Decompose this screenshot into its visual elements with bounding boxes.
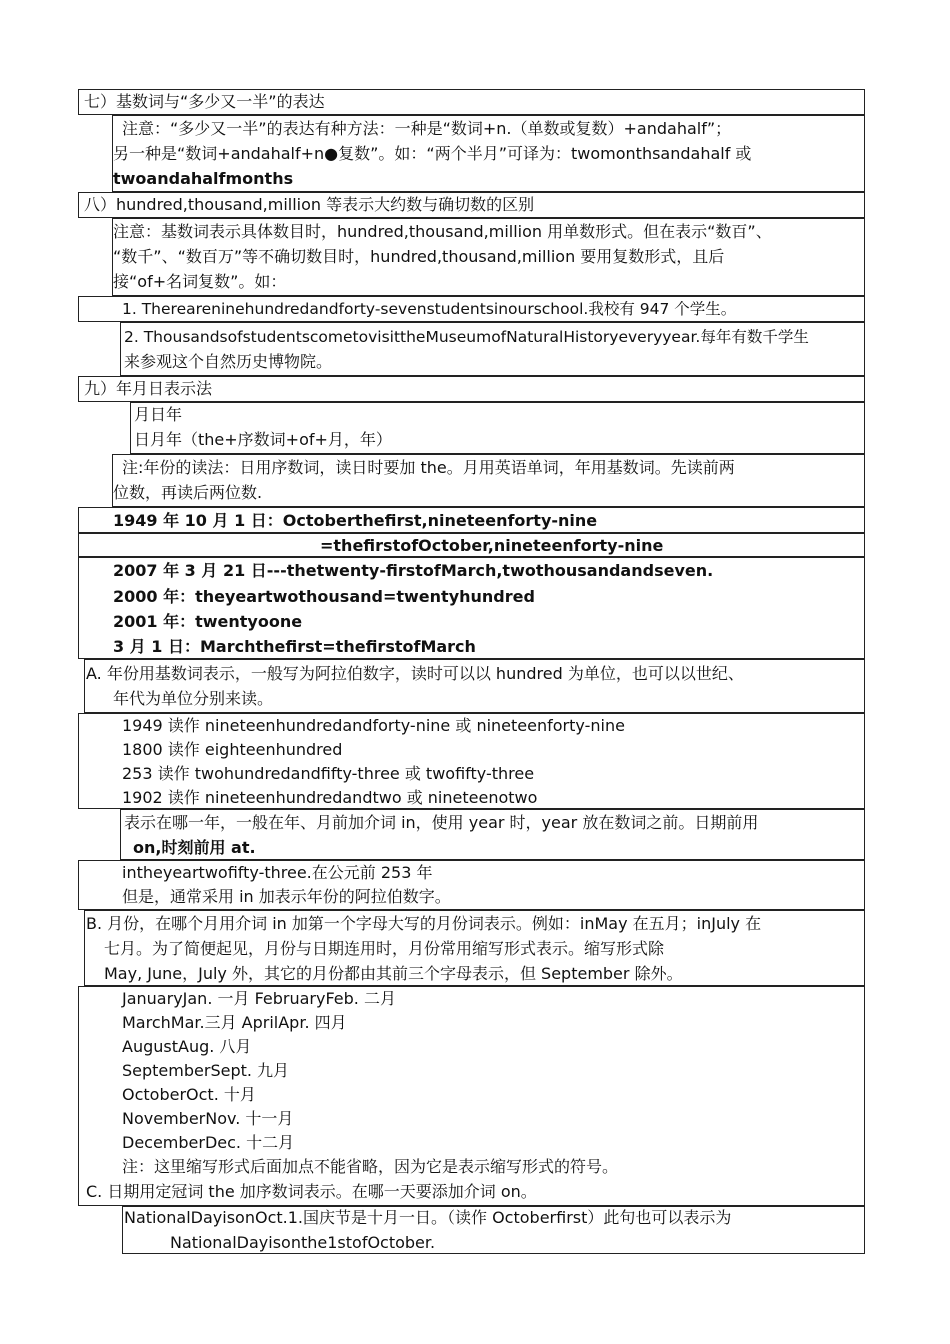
month-abbreviation: NovemberNov. 十一月: [122, 1109, 294, 1128]
point-a-line: A. 年份用基数词表示，一般写为阿拉伯数字，读时可以以 hundred 为单位，也可以以世纪、: [86, 664, 744, 683]
bc-example-line: 但是，通常采用 in 加表示年份的阿拉伯数字。: [122, 887, 451, 906]
month-abbreviation: JanuaryJan. 一月 FebruaryFeb. 二月: [122, 989, 396, 1008]
year-reading: 1949 读作 nineteenhundredandforty-nine 或 nineteenforty-nine: [122, 716, 625, 735]
section-9-heading: 九）年月日表示法: [84, 379, 213, 398]
month-abbreviation: SeptemberSept. 九月: [122, 1061, 290, 1080]
section-7-note-line: 注意：“多少又一半”的表达有种方法：一种是“数词+n.（单数或复数）+andahalf”；: [122, 119, 732, 138]
bc-example-line: intheyeartwofifty-three.在公元前 253 年: [122, 863, 433, 882]
section-7-heading: 七）基数词与“多少又一半”的表达: [84, 92, 325, 111]
point-b-line: 七月。为了简便起见，月份与日期连用时，月份常用缩写形式表示。缩写形式除: [104, 939, 665, 958]
national-day-line: NationalDayisonthe1stofOctober.: [170, 1233, 436, 1252]
point-b-line: May, June，July 外，其它的月份都由其前三个字母表示，但 September 除外。: [104, 964, 683, 983]
section-9-note-line: 注:年份的读法：日用序数词，读日时要加 the。月用英语单词，年用基数词。先读前两: [122, 458, 735, 477]
year-reading: 1902 读作 nineteenhundredandtwo 或 nineteenotwo: [122, 788, 538, 807]
section-8-example-1: 1. Thereareninehundredandforty-sevenstudentsinourschool.我校有 947 个学生。: [122, 300, 737, 318]
section-9-note-line: 位数，再读后两位数.: [113, 483, 263, 502]
month-abbreviation: AugustAug. 八月: [122, 1037, 252, 1056]
section-7-note-line: twoandahalfmonths: [113, 169, 294, 188]
date-format-2: 日月年（the+序数词+of+月，年）: [134, 430, 392, 449]
date-example: 1949 年 10 月 1 日：Octoberthefirst,nineteenforty-nine: [113, 511, 598, 530]
national-day-line: NationalDayisonOct.1.国庆节是十月一日。（读作 Octoberfirst）此句也可以表示为: [124, 1208, 732, 1227]
section-8-example-2-line: 2. ThousandsofstudentscometovisittheMuseumofNaturalHistoryeveryyear.每年有数千学生: [124, 328, 809, 346]
date-format-1: 月日年: [134, 405, 183, 424]
date-example: 2000 年：theyeartwothousand=twentyhundred: [113, 587, 535, 606]
section-8-note-line: 接“of+名词复数”。如：: [113, 272, 287, 291]
section-8-note-line: “数千”、“数百万”等不确切数目时，hundred,thousand,million 要用复数形式，且后: [113, 247, 725, 266]
month-abbreviation-note: 注：这里缩写形式后面加点不能省略，因为它是表示缩写形式的符号。: [122, 1157, 619, 1176]
point-b-line: B. 月份，在哪个月用介词 in 加第一个字母大写的月份词表示。例如：inMay 在五月；inJuly 在: [86, 914, 762, 933]
month-abbreviation: DecemberDec. 十二月: [122, 1133, 295, 1152]
point-c-line: C. 日期用定冠词 the 加序数词表示。在哪一天要添加介词 on。: [86, 1182, 537, 1201]
section-7-note-line: 另一种是“数词+andahalf+n●复数”。如：“两个半月”可译为：twomonthsandahalf 或: [113, 144, 752, 163]
month-abbreviation: OctoberOct. 十月: [122, 1085, 256, 1104]
date-example: 3 月 1 日：Marchthefirst=thefirstofMarch: [113, 637, 476, 656]
date-example: =thefirstofOctober,nineteenforty-nine: [320, 536, 664, 555]
month-abbreviation: MarchMar.三月 AprilApr. 四月: [122, 1013, 347, 1032]
section-8-example-2-line: 来参观这个自然历史博物院。: [124, 352, 333, 371]
date-example: 2001 年：twentyoone: [113, 612, 303, 631]
year-reading: 253 读作 twohundredandfifty-three 或 twofifty-three: [122, 764, 535, 783]
preposition-note-line: on,时刻前用 at.: [133, 838, 256, 857]
section-8-heading: 八）hundred,thousand,million 等表示大约数与确切数的区别: [84, 195, 535, 214]
section-8-note-line: 注意：基数词表示具体数目时，hundred,thousand,million 用单数形式。但在表示“数百”、: [113, 222, 772, 241]
preposition-note-line: 表示在哪一年，一般在年、月前加介词 in，使用 year 时，year 放在数词之前。日期前用: [124, 813, 759, 832]
year-reading: 1800 读作 eighteenhundred: [122, 740, 343, 759]
point-a-line: 年代为单位分别来读。: [113, 689, 274, 708]
date-example: 2007 年 3 月 21 日---thetwenty-firstofMarch,twothousandandseven.: [113, 561, 714, 580]
